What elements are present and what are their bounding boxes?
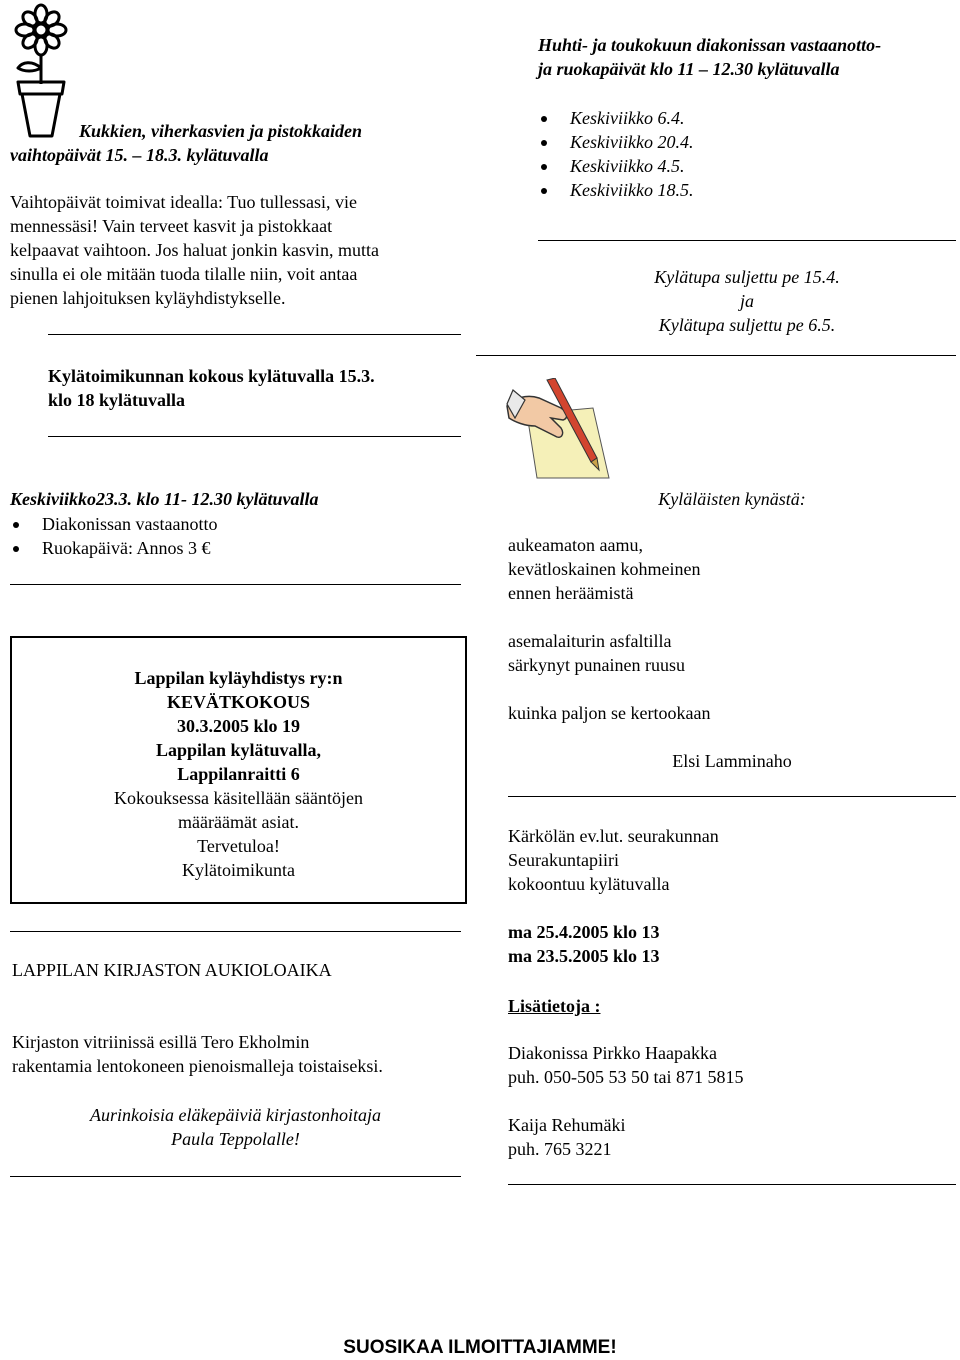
list-item: Ruokapäivä: Annos 3 € (10, 536, 319, 560)
divider (476, 355, 956, 356)
list-item: Keskiviikko 18.5. (538, 178, 693, 202)
divider (48, 334, 461, 335)
parish-dates: ma 25.4.2005 klo 13 ma 23.5.2005 klo 13 (508, 922, 660, 966)
poem-stanza-3: kuinka paljon se kertookaan (508, 703, 711, 723)
library-title: LAPPILAN KIRJASTON AUKIOLOAIKA (12, 960, 332, 980)
flower-pot-icon (10, 2, 72, 142)
footer-slogan: SUOSIKAA ILMOITTAJIAMME! (343, 1337, 617, 1358)
poem-title: Kyläläisten kynästä: (658, 489, 806, 509)
divider (10, 584, 461, 585)
divider (508, 796, 956, 797)
library-greeting: Aurinkoisia eläkepäiviä kirjastonhoitaja Paula Teppolalle! (90, 1105, 381, 1149)
exchange-line: Vaihtopäivät toimivat idealla: Tuo tullessasi, vie (10, 192, 357, 212)
exchange-line: mennessäsi! Vain terveet kasvit ja pistokkaat (10, 216, 333, 236)
contact-2: Kaija Rehumäki puh. 765 3221 (508, 1115, 626, 1159)
closed-notice: Kylätupa suljettu pe 15.4. ja Kylätupa suljettu pe 6.5. (654, 267, 840, 335)
info-label: Lisätietoja : (508, 996, 601, 1016)
list-item: Diakonissan vastaanotto (10, 512, 319, 536)
exchange-line: kelpaavat vaihtoon. Jos haluat jonkin kasvin, mutta (10, 240, 379, 260)
list-item: Keskiviikko 4.5. (538, 154, 693, 178)
spring-dates (538, 106, 693, 202)
exchange-title: Kukkien, viherkasvien ja pistokkaiden (79, 121, 363, 141)
exchange-body (10, 190, 379, 310)
poem-stanza-2: asemalaiturin asfaltilla särkynyt punainen ruusu (508, 631, 685, 675)
exchange-line: sinulla ei ole mitään tuoda tilalle niin, voit antaa (10, 264, 358, 284)
divider (508, 1184, 956, 1185)
exchange-title-2: vaihtopäivät 15. – 18.3. kylätuvalla (10, 145, 269, 165)
march-event-title: Keskiviikko23.3. klo 11- 12.30 kylätuvalla (10, 489, 319, 509)
spring-meeting-box: Lappilan kyläyhdistys ry:n KEVÄTKOKOUS 30.3.2005 klo 19 Lappilan kylätuvalla, Lappilanraitti 6 Kokouksessa käsitellään sääntöjen määräämät asiat. Tervetuloa! Kylätoimikunta (10, 636, 467, 904)
list-item: Keskiviikko 20.4. (538, 130, 693, 154)
library-body: Kirjaston vitriinissä esillä Tero Ekholmin rakentamia lentokoneen pienoismalleja toistaiseksi. (12, 1032, 383, 1076)
spring-title: Huhti- ja toukokuun diakonissan vastaanotto- ja ruokapäivät klo 11 – 12.30 kylätuvalla (538, 35, 882, 79)
divider (10, 1176, 461, 1177)
poem-stanza-1: aukeamaton aamu, kevätloskainen kohmeinen ennen heräämistä (508, 535, 701, 603)
committee-meeting: Kylätoimikunnan kokous kylätuvalla 15.3. klo 18 kylätuvalla (48, 366, 375, 410)
divider (48, 436, 461, 437)
exchange-line: pienen lahjoituksen kyläyhdistykselle. (10, 288, 286, 308)
parish-info: Kärkölän ev.lut. seurakunnan Seurakuntapiiri kokoontuu kylätuvalla (508, 826, 719, 894)
march-event (10, 487, 319, 560)
divider (10, 931, 461, 932)
list-item: Keskiviikko 6.4. (538, 106, 693, 130)
writing-hand-icon (505, 378, 623, 480)
poem-author: Elsi Lamminaho (672, 751, 792, 771)
divider (538, 240, 956, 241)
contact-1: Diakonissa Pirkko Haapakka puh. 050-505 53 50 tai 871 5815 (508, 1043, 744, 1087)
